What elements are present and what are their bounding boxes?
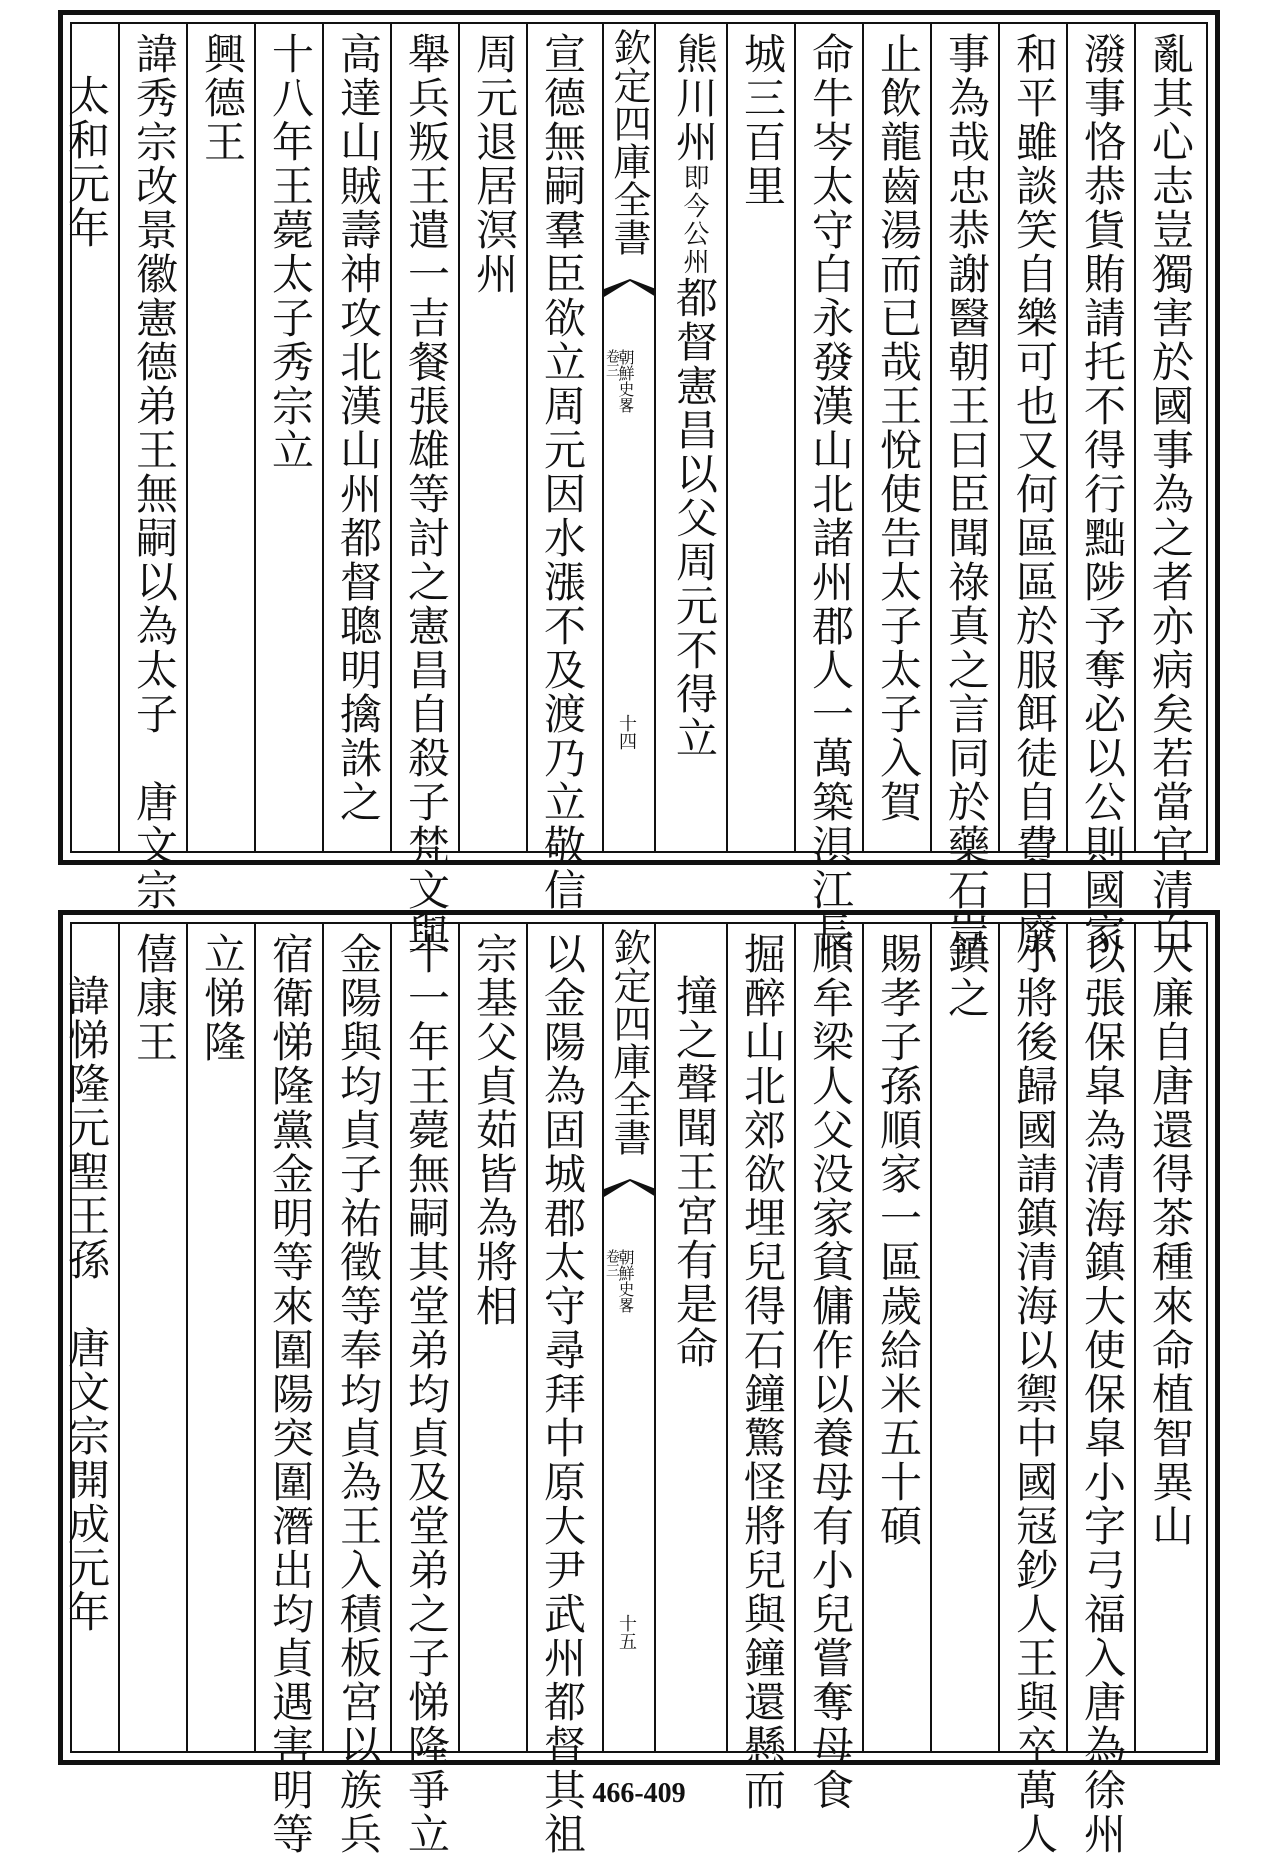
top-spine [600,24,660,851]
spine-volume: 卷三 [604,1249,620,1277]
text-column: 潑事恪恭貨賄請托不得行黜陟予奪必以公則國家 [1078,32,1127,956]
text-column: 小將後歸國請鎮清海以禦中國冦鈔人王與卒萬人 [1010,932,1059,1856]
text-column: 宿衛悌隆黨金明等來圍陽突圍潛出均貞遇害明等 [266,932,315,1856]
top-page-frame [62,22,1208,956]
text-column: 賜孝子孫順家一區歲給米五十碩 [874,932,923,1548]
inline-note: 即今公州 [679,164,709,276]
fish-tail-icon [604,1179,656,1197]
text-column: 大廉自唐還得茶種來命植智異山 [1146,932,1195,1548]
spine-title: 欽定四庫全書 [607,928,651,1156]
text-column: 興德王 [198,32,247,164]
text-column: 諱悌隆元聖王孫 唐文宗開成元年 [62,974,111,1634]
text-column: 命牛岑太守白永發漢山北諸州郡人一萬築浿江長 [806,32,855,956]
spine-title: 欽定四庫全書 [607,28,651,256]
text-column: 太和元年 [62,74,111,250]
text-column: 順牟梁人父没家貧傭作以養母有小兒嘗奪母食 [806,932,855,1812]
text-column: 熊川州即今公州都督憲昌以父周元不得立 [670,32,719,760]
text-column: 以張保皐為清海鎮大使保皐小字弓福入唐為徐州 [1078,932,1127,1856]
spine-book-title: 朝鮮史畧 [616,349,635,413]
spine-leaf-number: 十四 [616,714,637,750]
text-column: 鎮之 [942,932,991,1020]
bottom-spine [600,924,660,1751]
text-column: 和平雖談笑自樂可也又何區區於服餌徒自費日廢 [1010,32,1059,956]
text-column: 亂其心志豈獨害於國事為之者亦病矣若當官清白 [1146,32,1195,956]
spine-book-title: 朝鮮史畧 [616,1249,635,1313]
spine-leaf-number: 十五 [616,1614,637,1650]
text-column: 城三百里 [738,32,787,208]
text-column: 撞之聲聞王宮有是命 [670,974,719,1370]
text-column: 諱秀宗改景徽憲德弟王無嗣以為太子 唐文宗 [130,32,179,912]
text-column: 立悌隆 [198,932,247,1064]
text-column: 十一年王薨無嗣其堂弟均貞及堂弟之子悌隆爭立 [402,932,451,1856]
text-column: 僖康王 [130,932,179,1064]
top-page [58,10,1220,956]
page-number: 466-409 [592,1778,686,1809]
spine-volume: 卷三 [604,349,620,377]
text-column: 掘醉山北郊欲埋兒得石鐘驚怪將兒與鐘還懸而 [738,932,787,1812]
text-column: 十八年王薨太子秀宗立 [266,32,315,472]
text-column: 周元退居溟州 [470,32,519,296]
fish-tail-icon [604,279,656,297]
text-column: 止飲龍齒湯而已哉王悅使告太子太子入賀 [874,32,923,824]
text-column: 宗基父貞茹皆為將相 [470,932,519,1328]
text-column: 高達山賊壽神攻北漢山州都督聰明擒誅之 [334,32,383,824]
text-column: 事為哉忠恭謝醫朝王曰臣聞祿真之言同於藥石豈 [942,32,991,956]
text-column: 金陽與均貞子祐徵等奉均貞為王入積板宮以族兵 [334,932,383,1856]
text-column: 舉兵叛王遣一吉餐張雄等討之憲昌自殺子梵文與 [402,32,451,956]
text-column: 宣德無嗣羣臣欲立周元因水漲不及渡乃立敬信 [538,32,587,912]
text-column: 以金陽為固城郡太守尋拜中原大尹武州都督其祖 [538,932,587,1856]
